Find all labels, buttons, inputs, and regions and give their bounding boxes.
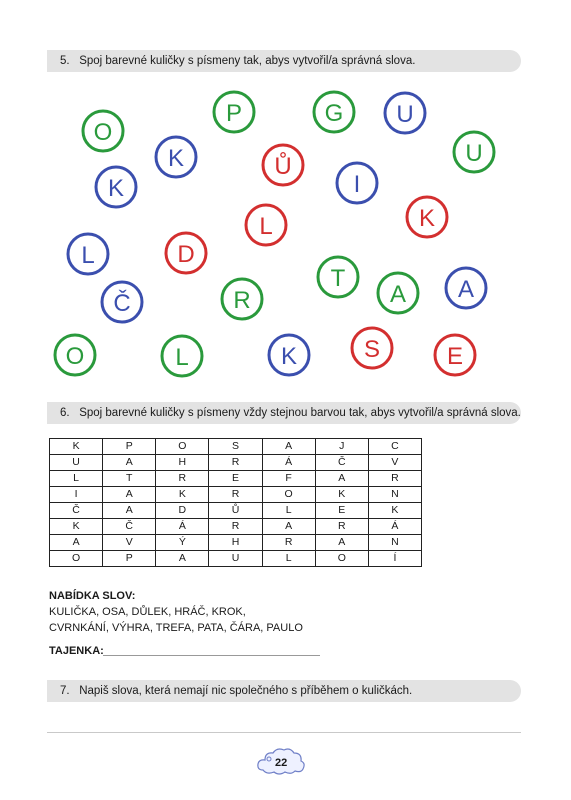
grid-row: [50, 519, 422, 535]
ball-letter: S: [363, 336, 381, 363]
grid-cell[interactable]: A: [262, 439, 315, 455]
grid-cell[interactable]: L: [262, 551, 315, 567]
ball-letter: K: [167, 145, 185, 172]
grid-cell[interactable]: L: [50, 471, 103, 487]
grid-cell[interactable]: O: [262, 487, 315, 503]
grid-cell[interactable]: R: [262, 535, 315, 551]
grid-cell[interactable]: U: [209, 551, 262, 567]
grid-row: [50, 487, 422, 503]
ball-letter: O: [93, 119, 113, 146]
grid-row: [50, 535, 422, 551]
letter-ball[interactable]: [446, 268, 486, 308]
grid-cell[interactable]: E: [209, 471, 262, 487]
ball-letter: L: [175, 344, 189, 371]
grid-cell[interactable]: H: [209, 535, 262, 551]
grid-cell[interactable]: T: [103, 471, 156, 487]
grid-cell[interactable]: O: [315, 551, 368, 567]
task-6-text: Spoj barevné kuličky s písmeny vždy stejnou barvou tak, abys vytvořil/a správná slova.: [79, 407, 521, 419]
letter-ball[interactable]: [454, 132, 494, 172]
grid-cell[interactable]: R: [156, 471, 209, 487]
grid-cell[interactable]: J: [315, 439, 368, 455]
word-offer-heading: NABÍDKA SLOV:: [49, 590, 136, 602]
task-5-text: Spoj barevné kuličky s písmeny tak, abys vytvořil/a správná slova.: [79, 55, 416, 67]
grid-cell[interactable]: D: [156, 503, 209, 519]
ball-letter: L: [81, 242, 95, 269]
ball-letter: P: [225, 100, 243, 127]
grid-cell[interactable]: Á: [262, 455, 315, 471]
grid-cell[interactable]: N: [368, 535, 421, 551]
letter-ball[interactable]: [263, 145, 303, 185]
grid-cell[interactable]: Ů: [209, 503, 262, 519]
grid-cell[interactable]: V: [103, 535, 156, 551]
grid-cell[interactable]: H: [156, 455, 209, 471]
letter-ball[interactable]: [162, 336, 202, 376]
grid-cell[interactable]: K: [368, 503, 421, 519]
ball-letter: U: [396, 101, 414, 128]
ball-letter: I: [353, 171, 361, 198]
grid-cell[interactable]: O: [50, 551, 103, 567]
grid-cell[interactable]: E: [315, 503, 368, 519]
grid-cell[interactable]: K: [50, 439, 103, 455]
grid-cell[interactable]: Č: [315, 455, 368, 471]
ball-letter: D: [177, 241, 195, 268]
grid-cell[interactable]: Č: [103, 519, 156, 535]
ball-letter: R: [233, 287, 251, 314]
letter-ball[interactable]: [166, 233, 206, 273]
letter-ball[interactable]: [314, 92, 354, 132]
tajenka-answer-line[interactable]: [103, 655, 320, 656]
letter-ball[interactable]: [385, 93, 425, 133]
page-number: 22: [275, 757, 288, 769]
letter-ball[interactable]: [156, 137, 196, 177]
footer-divider: [47, 732, 521, 733]
letter-ball[interactable]: [96, 167, 136, 207]
ball-letter: K: [107, 175, 125, 202]
grid-cell[interactable]: R: [209, 487, 262, 503]
task-6-number: 6.: [60, 407, 70, 419]
word-offer-line-1: KULIČKA, OSA, DŮLEK, HRÁČ, KROK,: [49, 606, 246, 618]
grid-cell[interactable]: A: [103, 455, 156, 471]
ball-letter: E: [446, 343, 464, 370]
grid-row: [50, 455, 422, 471]
ball-letter: A: [457, 276, 475, 303]
task-7-number: 7.: [60, 685, 70, 697]
grid-cell[interactable]: P: [103, 439, 156, 455]
word-offer-line-2: CVRNKÁNÍ, VÝHRA, TREFA, PATA, ČÁRA, PAULO: [49, 622, 303, 634]
ball-letter: Ů: [274, 153, 292, 180]
grid-cell[interactable]: A: [103, 503, 156, 519]
letter-ball[interactable]: [269, 335, 309, 375]
ball-letter: A: [389, 281, 407, 308]
grid-cell[interactable]: P: [103, 551, 156, 567]
letter-grid: [49, 438, 422, 567]
grid-cell[interactable]: Č: [50, 503, 103, 519]
letter-ball[interactable]: [246, 205, 286, 245]
letter-ball[interactable]: [435, 335, 475, 375]
ball-letter: L: [259, 213, 273, 240]
grid-cell[interactable]: F: [262, 471, 315, 487]
grid-row: [50, 439, 422, 455]
ball-letter: Č: [113, 290, 131, 317]
ball-letter: K: [280, 343, 298, 370]
letter-ball[interactable]: [337, 163, 377, 203]
ball-letter: K: [418, 205, 436, 232]
grid-cell[interactable]: R: [209, 455, 262, 471]
letter-ball[interactable]: [102, 282, 142, 322]
grid-cell[interactable]: A: [262, 519, 315, 535]
grid-cell[interactable]: K: [50, 519, 103, 535]
grid-cell[interactable]: A: [50, 535, 103, 551]
grid-cell[interactable]: C: [368, 439, 421, 455]
letter-ball[interactable]: [222, 279, 262, 319]
letter-ball[interactable]: [352, 328, 392, 368]
grid-row: [50, 503, 422, 519]
grid-cell[interactable]: Ý: [156, 535, 209, 551]
grid-cell[interactable]: Á: [368, 519, 421, 535]
task-5-number: 5.: [60, 55, 70, 67]
grid-cell[interactable]: K: [315, 487, 368, 503]
letter-ball[interactable]: [318, 257, 358, 297]
grid-cell[interactable]: A: [103, 487, 156, 503]
grid-cell[interactable]: A: [315, 535, 368, 551]
grid-cell[interactable]: V: [368, 455, 421, 471]
grid-cell[interactable]: K: [156, 487, 209, 503]
ball-letter: T: [330, 265, 346, 292]
letter-ball[interactable]: [83, 111, 123, 151]
ball-letter: U: [465, 140, 483, 167]
grid-row: [50, 471, 422, 487]
grid-cell[interactable]: S: [209, 439, 262, 455]
task-7-text: Napiš slova, která nemají nic společného s příběhem o kuličkách.: [79, 685, 413, 697]
task-6-header: [47, 402, 521, 424]
grid-cell[interactable]: A: [315, 471, 368, 487]
grid-cell[interactable]: Á: [156, 519, 209, 535]
letter-ball[interactable]: [407, 197, 447, 237]
letter-ball[interactable]: [378, 273, 418, 313]
grid-cell[interactable]: A: [156, 551, 209, 567]
grid-cell[interactable]: I: [50, 487, 103, 503]
grid-cell[interactable]: U: [50, 455, 103, 471]
tajenka-label: TAJENKA:: [49, 645, 104, 657]
letter-ball[interactable]: [214, 92, 254, 132]
grid-row: [50, 551, 422, 567]
grid-cell[interactable]: L: [262, 503, 315, 519]
letter-ball[interactable]: [55, 335, 95, 375]
ball-letter: G: [324, 100, 344, 127]
grid-cell[interactable]: R: [368, 471, 421, 487]
grid-cell[interactable]: R: [315, 519, 368, 535]
grid-cell[interactable]: R: [209, 519, 262, 535]
task-7-header: [47, 680, 521, 702]
ball-letter: O: [65, 343, 85, 370]
grid-cell[interactable]: Í: [368, 551, 421, 567]
grid-cell[interactable]: O: [156, 439, 209, 455]
grid-cell[interactable]: N: [368, 487, 421, 503]
letter-ball[interactable]: [68, 234, 108, 274]
